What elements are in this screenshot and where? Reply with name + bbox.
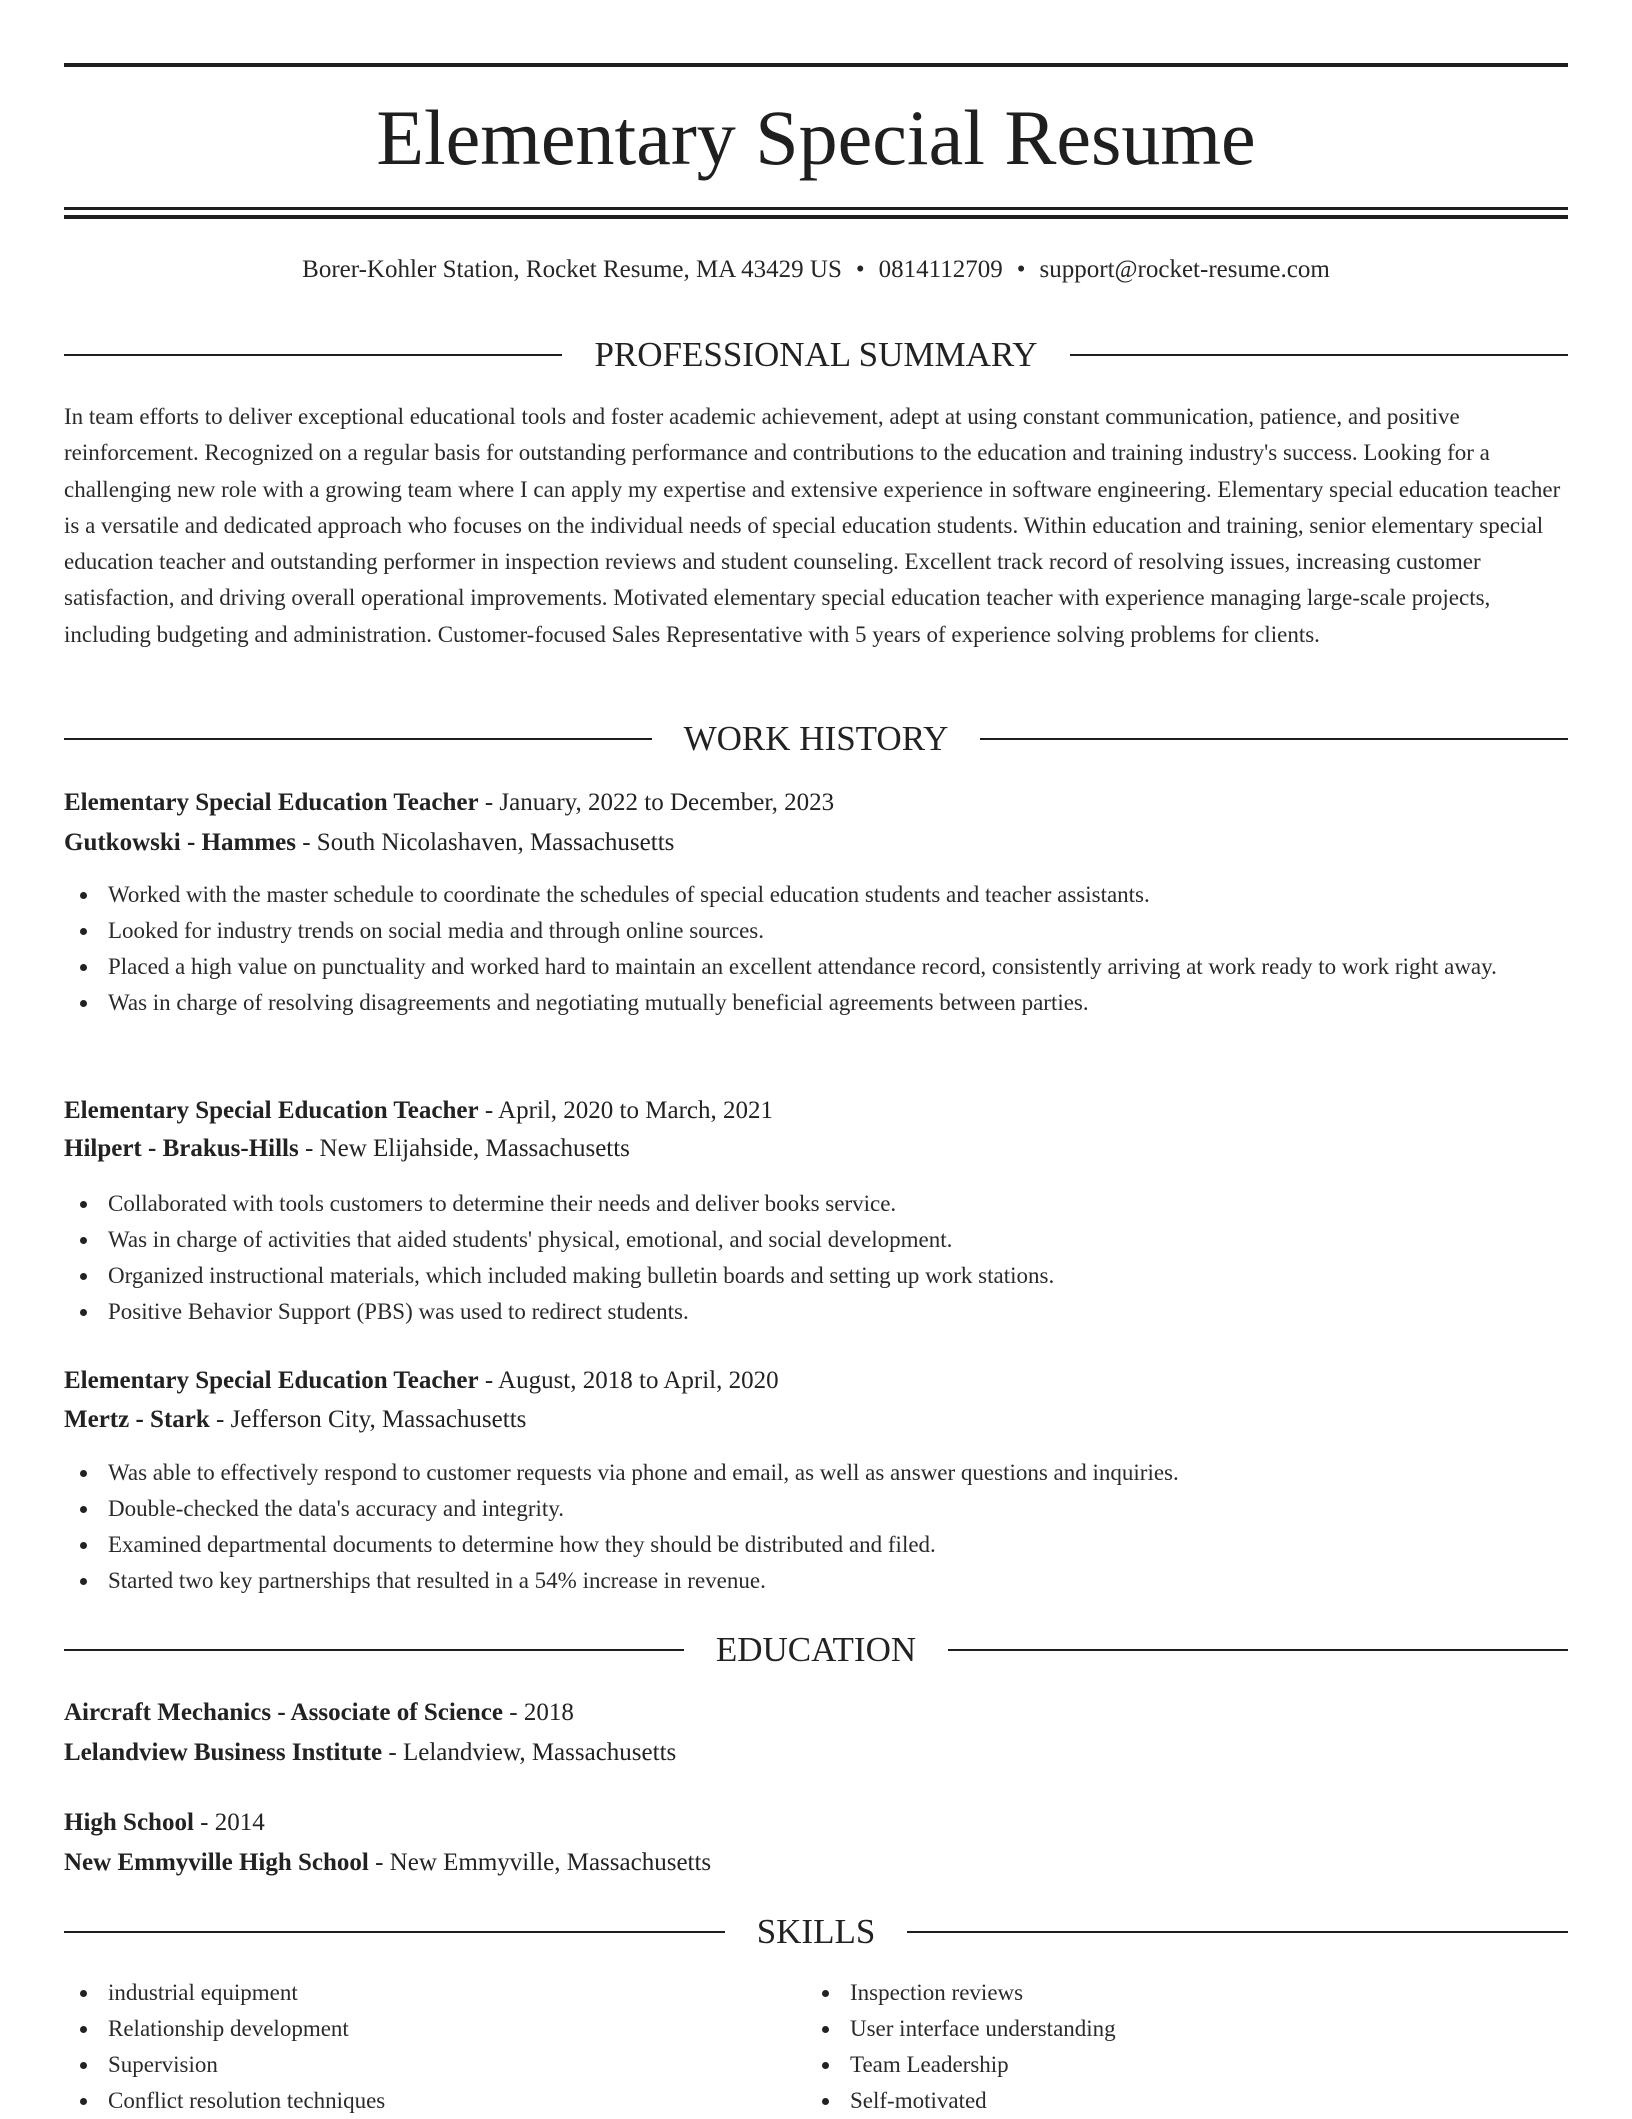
section-heading-label: PROFESSIONAL SUMMARY [594, 335, 1038, 374]
education-year: - 2018 [503, 1699, 574, 1726]
education-degree-line [64, 1696, 1568, 1730]
job-title-line [64, 1364, 1568, 1398]
contact-phone: 0814112709 [878, 256, 1003, 283]
list-item: Worked with the master schedule to coordinate the schedules of special education students and teacher assistants. [64, 877, 1568, 913]
contact-separator: • [1016, 256, 1026, 283]
list-item: Collaborated with tools customers to determine their needs and deliver books service. [64, 1186, 1568, 1222]
heading-rule-right [1070, 354, 1568, 356]
list-item: Organized instructional materials, which included making bulletin boards and setting up work stations. [64, 1258, 1568, 1294]
list-item: Positive Behavior Support (PBS) was used to redirect students. [64, 1294, 1568, 1330]
education-school: New Emmyville High School [64, 1849, 369, 1876]
contact-line [64, 252, 1568, 288]
job-company-line [64, 1132, 1568, 1166]
skill-item: industrial equipment [64, 1975, 1568, 2011]
contact-separator: • [855, 256, 865, 283]
skill-item: Conflict resolution techniques [64, 2083, 1568, 2119]
skill-item: Team Leadership [806, 2047, 1632, 2083]
title-rule-upper [64, 207, 1568, 210]
section-heading-label: EDUCATION [715, 1630, 917, 1669]
heading-rule-right [948, 1649, 1568, 1651]
contact-email: support@rocket-resume.com [1039, 256, 1330, 283]
section-heading-label: WORK HISTORY [683, 719, 949, 758]
resume-title: Elementary Special Resume [376, 94, 1256, 181]
heading-rule-right [907, 1931, 1568, 1933]
job-company: Hilpert - Brakus-Hills [64, 1135, 299, 1162]
summary-paragraph: In team efforts to deliver exceptional educational tools and foster academic achievement, adept at using constant communication, patience, and positive reinforcement. Recognized on a regular basis for outstanding performance and contributions to the education and training industry's success. Looking for a challenging new role with a growing team where I can apply my expertise and extensive experience in software engineering. Elementary special education teacher is a versatile and dedicated approach who focuses on the individual needs of special education students. Within education and training, senior elementary special education teacher and outstanding performer in inspection reviews and student counseling. Excellent track record of resolving issues, increasing customer satisfaction, and driving overall operational improvements. Motivated elementary special education teacher with experience managing large-scale projects, including budgeting and administration. Customer-focused Sales Representative with 5 years of experience solving problems for clients. [64, 404, 1561, 647]
skill-item: User interface understanding [806, 2011, 1632, 2047]
job-title-line [64, 1094, 1568, 1128]
section-heading-education [64, 1628, 1568, 1672]
education-school: Lelandview Business Institute [64, 1739, 383, 1766]
job-title-line [64, 786, 1568, 820]
job-title: Elementary Special Education Teacher [64, 789, 479, 816]
job-dates: - January, 2022 to December, 2023 [478, 789, 835, 816]
job-dates: - April, 2020 to March, 2021 [478, 1097, 773, 1124]
education-year: - 2014 [193, 1809, 265, 1836]
education-school-line [64, 1846, 1568, 1880]
list-item: Looked for industry trends on social media and through online sources. [64, 913, 1568, 949]
list-item: Placed a high value on punctuality and worked hard to maintain an excellent attendance record, consistently arriving at work ready to work right away. [64, 949, 1568, 985]
job-location: - Jefferson City, Massachusetts [209, 1406, 527, 1433]
job-bullets [64, 1186, 1568, 1330]
heading-rule-left [64, 738, 652, 740]
job-company-line [64, 826, 1568, 860]
list-item: Was in charge of resolving disagreements and negotiating mutually beneficial agreements between parties. [64, 985, 1568, 1021]
list-item: Examined departmental documents to determine how they should be distributed and filed. [64, 1527, 1568, 1563]
section-heading-label: SKILLS [756, 1912, 876, 1951]
job-bullets [64, 1455, 1568, 1599]
title-rule-lower [64, 215, 1568, 219]
skill-item: Self-motivated [806, 2083, 1632, 2119]
section-heading-work [64, 717, 1568, 761]
job-title: Elementary Special Education Teacher [64, 1097, 479, 1124]
education-degree: High School [64, 1809, 194, 1836]
job-company: Gutkowski - Hammes [64, 829, 296, 856]
heading-rule-left [64, 1649, 684, 1651]
heading-rule-right [980, 738, 1568, 740]
job-company-line [64, 1403, 1568, 1437]
education-school-line [64, 1736, 1568, 1770]
heading-rule-left [64, 354, 562, 356]
list-item: Double-checked the data's accuracy and integrity. [64, 1491, 1568, 1527]
section-heading-summary [64, 333, 1568, 377]
section-heading-skills [64, 1910, 1568, 1954]
education-location: - New Emmyville, Massachusetts [368, 1849, 712, 1876]
job-dates: - August, 2018 to April, 2020 [478, 1367, 779, 1394]
job-bullets [64, 877, 1568, 1021]
skill-item: Supervision [64, 2047, 1568, 2083]
education-degree: Aircraft Mechanics - Associate of Science [64, 1699, 503, 1726]
skills-list-right [806, 1975, 1632, 2119]
job-company: Mertz - Stark [64, 1406, 210, 1433]
education-location: - Lelandview, Massachusetts [382, 1739, 677, 1766]
job-location: - New Elijahside, Massachusetts [298, 1135, 630, 1162]
contact-address: Borer-Kohler Station, Rocket Resume, MA 43429 US [302, 256, 842, 283]
list-item: Was in charge of activities that aided students' physical, emotional, and social development. [64, 1222, 1568, 1258]
heading-rule-left [64, 1931, 725, 1933]
education-degree-line [64, 1806, 1568, 1840]
list-item: Was able to effectively respond to customer requests via phone and email, as well as answer questions and inquiries. [64, 1455, 1568, 1491]
job-title: Elementary Special Education Teacher [64, 1367, 479, 1394]
skill-item: Inspection reviews [806, 1975, 1632, 2011]
top-rule [64, 63, 1568, 67]
skill-item: Relationship development [64, 2011, 1568, 2047]
job-location: - South Nicolashaven, Massachusetts [295, 829, 675, 856]
list-item: Started two key partnerships that resulted in a 54% increase in revenue. [64, 1563, 1568, 1599]
